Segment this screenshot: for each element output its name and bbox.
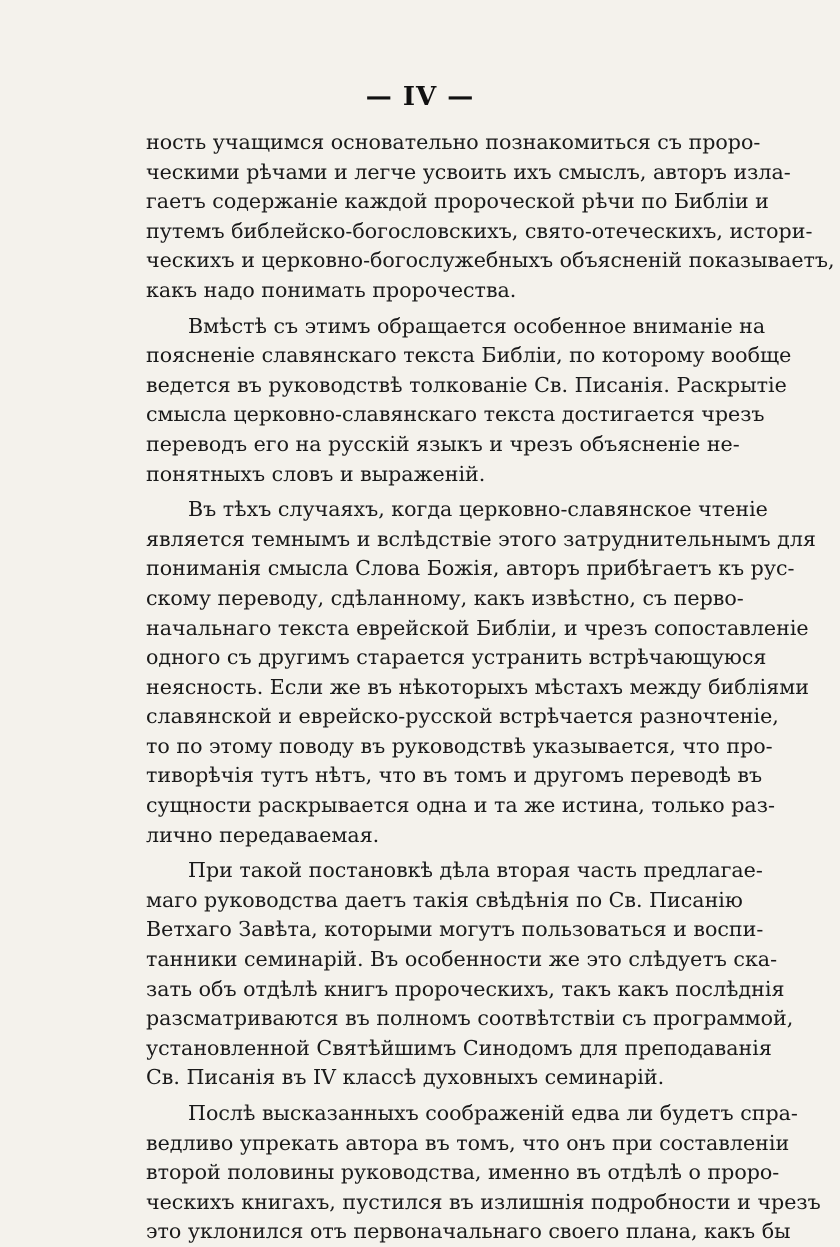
text-line: второй половины руководства, именно въ отдѣлѣ о проро-	[146, 1160, 780, 1185]
paragraph	[146, 495, 816, 850]
text-line: Ветхаго Завѣта, которыми могутъ пользоваться и воспи-	[146, 917, 764, 942]
text-line: установленной Святѣйшимъ Синодомъ для преподаванія	[146, 1035, 772, 1060]
text-line: начальнаго текста еврейской Библіи, и чрезъ сопоставленіе	[146, 615, 809, 640]
text-line: Послѣ высказанныхъ соображеній едва ли будетъ спра-	[188, 1101, 798, 1125]
text-line: Св. Писанія въ IV классѣ духовныхъ семинарій.	[146, 1065, 665, 1090]
text-line: ведливо упрекать автора въ томъ, что онъ при составленіи	[146, 1130, 790, 1155]
text-line: путемъ библейско-богословскихъ, свято-отеческихъ, истори-	[146, 218, 813, 243]
paragraph	[146, 1099, 821, 1247]
paragraph	[146, 312, 792, 490]
paragraph	[146, 128, 835, 306]
text-line: разсматриваются въ полномъ соотвѣтствіи съ программой,	[146, 1006, 794, 1031]
text-line: ность учащимся основательно познакомиться съ проро-	[146, 130, 761, 154]
text-line: маго руководства даетъ такія свѣдѣнія по Св. Писанію	[146, 887, 743, 912]
text-line: танники семинарій. Въ особенности же это слѣдуетъ ска-	[146, 947, 778, 972]
text-line: какъ надо понимать пророчества.	[146, 277, 517, 302]
text-line: одного съ другимъ старается устранить встрѣчающуюся	[146, 645, 767, 670]
text-line: является темнымъ и вслѣдствіе этого затруднительнымъ для	[146, 526, 816, 551]
text-line: ведется въ руководствѣ толкованіе Св. Писанія. Раскрытіе	[146, 372, 787, 397]
text-line: скому переводу, сдѣланному, какъ извѣстно, съ перво-	[146, 585, 744, 610]
text-line: Въ тѣхъ случаяхъ, когда церковно-славянское чтеніе	[188, 497, 768, 522]
text-line: ческихъ книгахъ, пустился въ излишнія подробности и чрезъ	[146, 1189, 821, 1214]
text-line: сущности раскрывается одна и та же истина, только раз-	[146, 793, 775, 818]
text-line: При такой постановкѣ дѣла вторая часть предлагае-	[188, 858, 763, 883]
page-number-header: — IV —	[365, 82, 475, 112]
text-line: смысла церковно-славянскаго текста достигается чрезъ	[146, 402, 765, 427]
text-line: лично передаваемая.	[146, 822, 380, 847]
text-line: понятныхъ словъ и выраженій.	[146, 461, 486, 486]
text-line: Вмѣстѣ съ этимъ обращается особенное вниманіе на	[188, 313, 766, 338]
text-line: переводъ его на русскій языкъ и чрезъ объясненіе не-	[146, 431, 740, 456]
text-line: ческими рѣчами и легче усвоить ихъ смыслъ, авторъ изла-	[146, 159, 791, 184]
text-line: поясненіе славянскаго текста Библіи, по которому вообще	[146, 343, 792, 368]
text-line: пониманія смысла Слова Божія, авторъ прибѣгаетъ къ рус-	[146, 556, 795, 581]
text-line: гаетъ содержаніе каждой пророческой рѣчи по Библіи и	[146, 189, 769, 214]
text-line: зать объ отдѣлѣ книгъ пророческихъ, такъ какъ послѣднія	[146, 976, 785, 1001]
text-line: славянской и еврейско-русской встрѣчается разночтеніе,	[146, 704, 779, 729]
text-line: это уклонился отъ первоначальнаго своего плана, какъ бы	[146, 1219, 791, 1244]
paragraph	[146, 856, 794, 1093]
body-text	[146, 128, 835, 1247]
text-line: неясность. Если же въ нѣкоторыхъ мѣстахъ между библіями	[146, 674, 810, 699]
text-line: то по этому поводу въ руководствѣ указывается, что про-	[146, 733, 773, 758]
text-line: тиворѣчія тутъ нѣтъ, что въ томъ и другомъ переводѣ въ	[146, 763, 763, 788]
text-line: ческихъ и церковно-богослужебныхъ объясненій показываетъ,	[146, 248, 835, 273]
